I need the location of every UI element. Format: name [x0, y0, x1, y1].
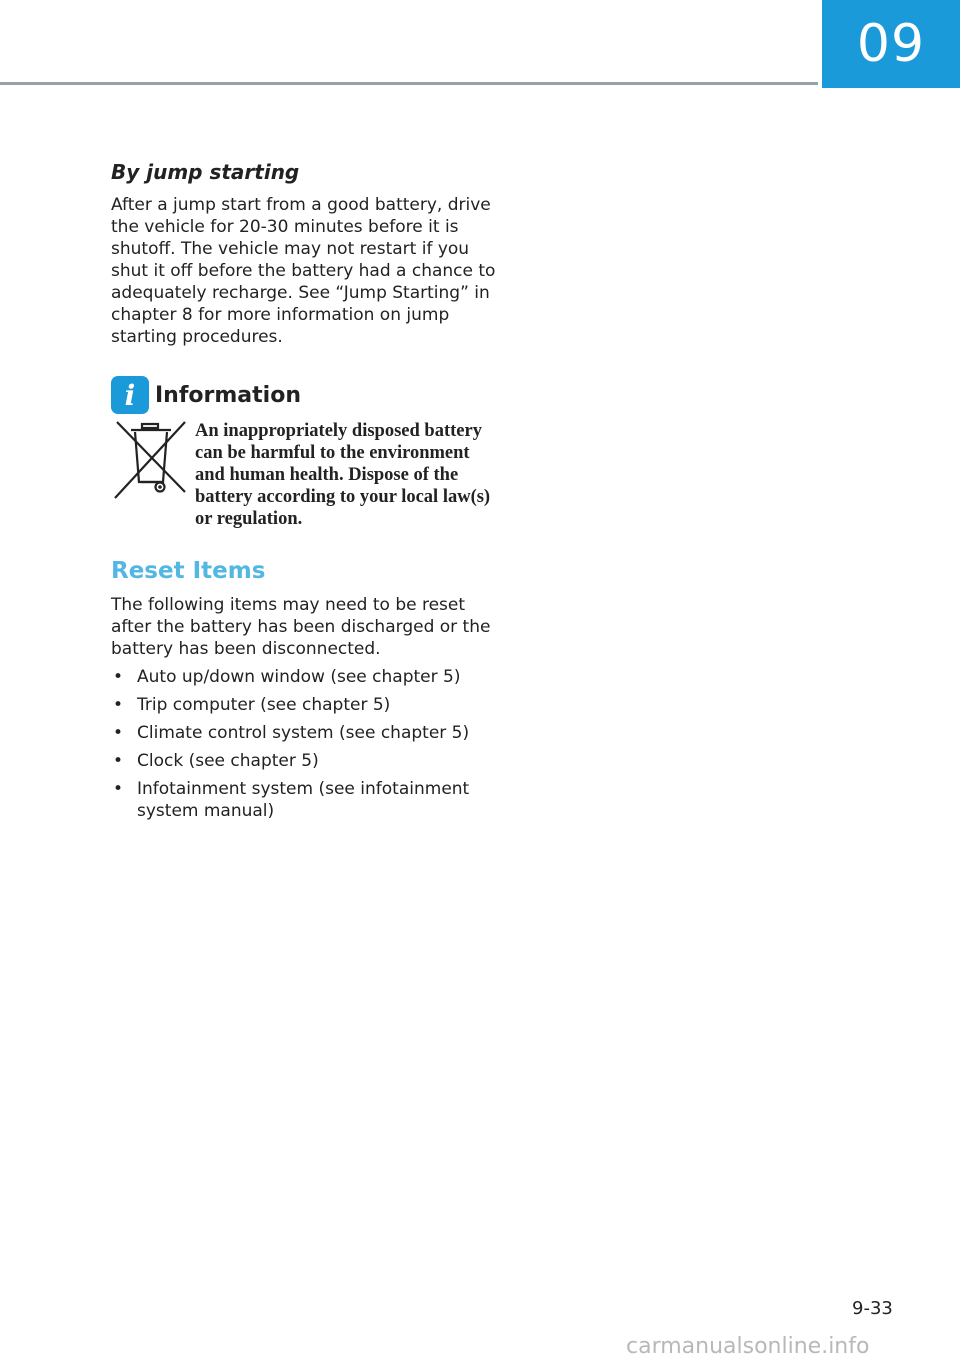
section-title-reset-items: Reset Items	[111, 558, 266, 584]
page-number: 9-33	[852, 1298, 893, 1319]
information-header	[111, 376, 501, 414]
list-item: • Clock (see chapter 5)	[113, 751, 319, 771]
jump-starting-paragraph: After a jump start from a good battery, drive the vehicle for 20-30 minutes before it is shutoff. The vehicle may not restart if you shut it off before the battery had a chance to adequately recharge. See “Jump Starting” in chapter 8 for more information on jump starting procedures.	[111, 195, 496, 347]
chapter-tab	[822, 0, 960, 88]
list-item: • Climate control system (see chapter 5)	[113, 723, 470, 743]
section-heading-jump-starting: By jump starting	[111, 160, 300, 184]
information-box	[111, 420, 501, 530]
reset-items-list	[111, 666, 501, 822]
header-rule	[0, 82, 818, 85]
information-text: An inappropriately disposed battery can be harmful to the environment and human health. Dispose of the battery according to your local law(s) or regulation.	[195, 421, 491, 529]
chapter-number: 09	[856, 14, 926, 74]
page-content	[111, 160, 501, 828]
watermark: carmanualsonline.info	[626, 1334, 870, 1359]
list-item: • Trip computer (see chapter 5)	[113, 695, 391, 715]
reset-items-intro: The following items may need to be reset after the battery has been discharged or the battery has been disconnected.	[111, 595, 491, 659]
crossed-out-wheeled-bin-icon	[111, 420, 189, 500]
list-item: • Infotainment system (see infotainment system manual)	[113, 779, 470, 821]
information-title: Information	[155, 382, 301, 408]
info-icon: i	[111, 376, 149, 414]
list-item: • Auto up/down window (see chapter 5)	[113, 667, 461, 687]
